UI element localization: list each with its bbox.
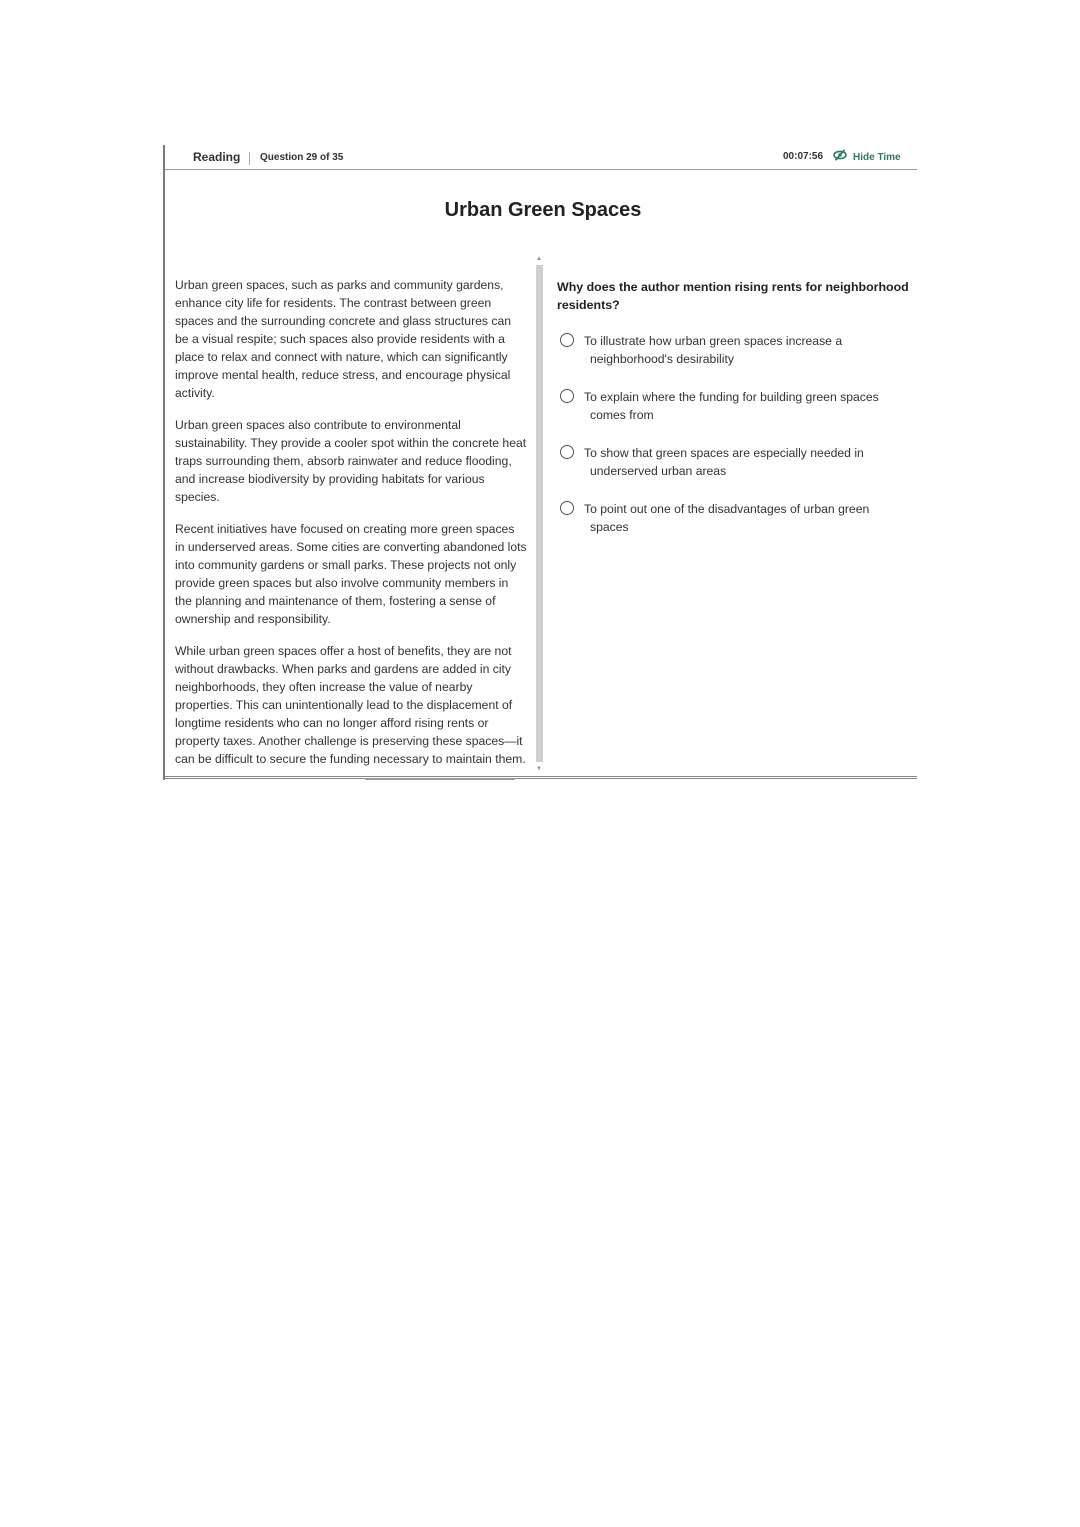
scroll-up-icon[interactable]: ▲ [536,256,542,262]
passage-paragraph: Recent initiatives have focused on creating more green spaces in underserved areas. Some cities are converting abandoned lots into community gardens or small parks. These projects not only provide green spaces but also involve community members in the planning and maintenance of them, fostering a sense of ownership and responsibility. [175,522,527,626]
passage-text [175,276,527,782]
passage-title: Urban Green Spaces [444,199,642,221]
top-bar [165,145,917,170]
answer-option-text[interactable]: To point out one of the disadvantages of urban green spaces [584,502,870,534]
question-counter: Question 29 of 35 [260,152,344,163]
eye-slash-icon [833,148,847,166]
radio-button[interactable] [560,501,574,515]
passage-paragraph: Urban green spaces also contribute to environmental sustainability. They provide a cooler spot within the concrete heat traps surrounding them, absorb rainwater and reduce flooding, and increase biodiversity by providing habitats for various species. [175,418,527,504]
passage-scrollbar[interactable] [535,255,543,773]
bottom-divider [165,776,917,779]
hide-time-button[interactable] [833,148,901,166]
scrollbar-thumb[interactable] [536,265,543,762]
answer-options [558,332,908,556]
scroll-down-icon[interactable]: ▼ [536,766,542,772]
radio-button[interactable] [560,333,574,347]
bottom-scroll-indicator [365,778,515,780]
timer: 00:07:56 [783,151,824,162]
hide-time-label: Hide Time [853,151,901,163]
test-window [163,145,917,780]
answer-option[interactable] [558,444,908,500]
answer-option[interactable] [558,500,908,556]
topbar-divider [249,152,250,165]
answer-option-text[interactable]: To show that green spaces are especially needed in underserved urban areas [584,446,864,478]
answer-option-text[interactable]: To illustrate how urban green spaces increase a neighborhood's desirability [584,334,843,366]
section-label: Reading [193,150,241,164]
question-prompt: Why does the author mention rising rents for neighborhood residents? [557,280,909,312]
answer-option[interactable] [558,332,908,388]
answer-option[interactable] [558,388,908,444]
radio-button[interactable] [560,445,574,459]
answer-option-text[interactable]: To explain where the funding for building green spaces comes from [584,390,879,422]
passage-paragraph: Urban green spaces, such as parks and community gardens, enhance city life for residents. The contrast between green spaces and the surrounding concrete and glass structures can be a visual respite; such spaces also provide residents with a place to relax and connect with nature, which can significantly improve mental health, reduce stress, and encourage physical activity. [175,278,512,400]
radio-button[interactable] [560,389,574,403]
passage-paragraph: While urban green spaces offer a host of benefits, they are not without drawbacks. When parks and gardens are added in city neighborhoods, they often increase the value of nearby properties. This can unintentionally lead to the displacement of longtime residents who can no longer afford rising rents or property taxes. Another challenge is preserving these spaces—it can be difficult to secure the funding necessary to maintain them. [175,644,526,766]
